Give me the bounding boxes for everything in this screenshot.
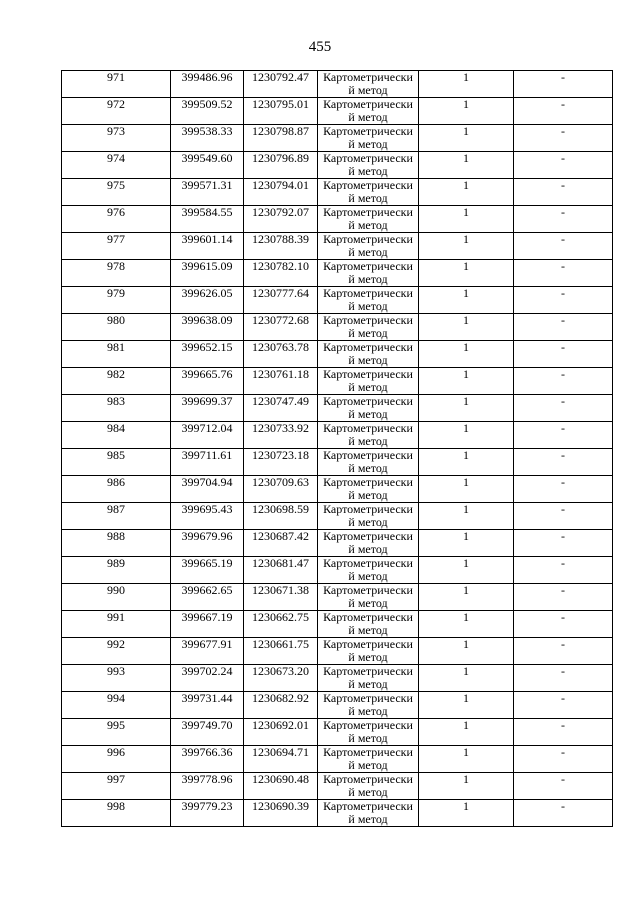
precision-cell: 1 xyxy=(419,800,514,827)
method-line-2: й метод xyxy=(348,569,388,583)
precision-cell: 1 xyxy=(419,719,514,746)
precision-cell: 1 xyxy=(419,314,514,341)
method-line-1: Картометрически xyxy=(323,124,413,138)
method-cell xyxy=(318,179,419,206)
precision-cell: 1 xyxy=(419,638,514,665)
precision-cell: 1 xyxy=(419,692,514,719)
method-line-1: Картометрически xyxy=(323,448,413,462)
x-coordinate-cell: 399695.43 xyxy=(171,503,244,530)
point-number-cell: 975 xyxy=(62,179,171,206)
point-number-cell: 993 xyxy=(62,665,171,692)
note-cell: - xyxy=(514,665,613,692)
precision-cell: 1 xyxy=(419,773,514,800)
y-coordinate-cell: 1230747.49 xyxy=(244,395,318,422)
note-cell: - xyxy=(514,71,613,98)
note-cell: - xyxy=(514,233,613,260)
method-line-1: Картометрически xyxy=(323,772,413,786)
method-line-2: й метод xyxy=(348,596,388,610)
point-number-cell: 973 xyxy=(62,125,171,152)
coordinates-table xyxy=(61,70,613,827)
y-coordinate-cell: 1230661.75 xyxy=(244,638,318,665)
y-coordinate-cell: 1230761.18 xyxy=(244,368,318,395)
table-body xyxy=(62,71,613,827)
method-line-1: Картометрически xyxy=(323,799,413,813)
precision-cell: 1 xyxy=(419,152,514,179)
note-cell: - xyxy=(514,800,613,827)
method-cell xyxy=(318,503,419,530)
table-row xyxy=(62,530,613,557)
method-cell xyxy=(318,557,419,584)
table-row xyxy=(62,395,613,422)
x-coordinate-cell: 399486.96 xyxy=(171,71,244,98)
y-coordinate-cell: 1230673.20 xyxy=(244,665,318,692)
x-coordinate-cell: 399652.15 xyxy=(171,341,244,368)
method-line-1: Картометрически xyxy=(323,394,413,408)
precision-cell: 1 xyxy=(419,341,514,368)
table-row xyxy=(62,422,613,449)
x-coordinate-cell: 399731.44 xyxy=(171,692,244,719)
x-coordinate-cell: 399679.96 xyxy=(171,530,244,557)
method-line-2: й метод xyxy=(348,326,388,340)
table-row xyxy=(62,233,613,260)
note-cell: - xyxy=(514,152,613,179)
method-line-1: Картометрически xyxy=(323,421,413,435)
point-number-cell: 980 xyxy=(62,314,171,341)
table-row xyxy=(62,152,613,179)
method-line-2: й метод xyxy=(348,515,388,529)
x-coordinate-cell: 399662.65 xyxy=(171,584,244,611)
point-number-cell: 989 xyxy=(62,557,171,584)
note-cell: - xyxy=(514,476,613,503)
method-line-1: Картометрически xyxy=(323,313,413,327)
method-cell xyxy=(318,287,419,314)
method-line-1: Картометрически xyxy=(323,70,413,84)
precision-cell: 1 xyxy=(419,557,514,584)
x-coordinate-cell: 399711.61 xyxy=(171,449,244,476)
method-cell xyxy=(318,206,419,233)
method-line-1: Картометрически xyxy=(323,205,413,219)
point-number-cell: 994 xyxy=(62,692,171,719)
method-cell xyxy=(318,422,419,449)
method-line-2: й метод xyxy=(348,677,388,691)
table-row xyxy=(62,746,613,773)
table-row xyxy=(62,584,613,611)
method-line-1: Картометрически xyxy=(323,367,413,381)
x-coordinate-cell: 399677.91 xyxy=(171,638,244,665)
y-coordinate-cell: 1230772.68 xyxy=(244,314,318,341)
method-cell xyxy=(318,449,419,476)
method-cell xyxy=(318,530,419,557)
precision-cell: 1 xyxy=(419,125,514,152)
table-row xyxy=(62,665,613,692)
precision-cell: 1 xyxy=(419,395,514,422)
method-cell xyxy=(318,125,419,152)
note-cell: - xyxy=(514,206,613,233)
method-line-1: Картометрически xyxy=(323,340,413,354)
x-coordinate-cell: 399778.96 xyxy=(171,773,244,800)
method-line-1: Картометрически xyxy=(323,286,413,300)
table-row xyxy=(62,692,613,719)
x-coordinate-cell: 399699.37 xyxy=(171,395,244,422)
table-row xyxy=(62,314,613,341)
precision-cell: 1 xyxy=(419,665,514,692)
method-cell xyxy=(318,233,419,260)
note-cell: - xyxy=(514,638,613,665)
table-row xyxy=(62,557,613,584)
x-coordinate-cell: 399549.60 xyxy=(171,152,244,179)
method-line-2: й метод xyxy=(348,380,388,394)
note-cell: - xyxy=(514,395,613,422)
table-row xyxy=(62,98,613,125)
method-cell xyxy=(318,341,419,368)
y-coordinate-cell: 1230792.07 xyxy=(244,206,318,233)
method-line-1: Картометрически xyxy=(323,610,413,624)
point-number-cell: 982 xyxy=(62,368,171,395)
method-line-2: й метод xyxy=(348,731,388,745)
y-coordinate-cell: 1230692.01 xyxy=(244,719,318,746)
point-number-cell: 988 xyxy=(62,530,171,557)
precision-cell: 1 xyxy=(419,530,514,557)
x-coordinate-cell: 399665.19 xyxy=(171,557,244,584)
y-coordinate-cell: 1230682.92 xyxy=(244,692,318,719)
table-row xyxy=(62,476,613,503)
table-row xyxy=(62,611,613,638)
table-row xyxy=(62,638,613,665)
method-line-2: й метод xyxy=(348,758,388,772)
precision-cell: 1 xyxy=(419,422,514,449)
x-coordinate-cell: 399571.31 xyxy=(171,179,244,206)
point-number-cell: 992 xyxy=(62,638,171,665)
precision-cell: 1 xyxy=(419,98,514,125)
point-number-cell: 981 xyxy=(62,341,171,368)
method-cell xyxy=(318,773,419,800)
note-cell: - xyxy=(514,719,613,746)
method-cell xyxy=(318,71,419,98)
note-cell: - xyxy=(514,260,613,287)
table-row xyxy=(62,206,613,233)
precision-cell: 1 xyxy=(419,746,514,773)
precision-cell: 1 xyxy=(419,260,514,287)
method-line-2: й метод xyxy=(348,137,388,151)
method-cell xyxy=(318,395,419,422)
method-line-2: й метод xyxy=(348,542,388,556)
precision-cell: 1 xyxy=(419,584,514,611)
y-coordinate-cell: 1230662.75 xyxy=(244,611,318,638)
note-cell: - xyxy=(514,125,613,152)
note-cell: - xyxy=(514,530,613,557)
y-coordinate-cell: 1230794.01 xyxy=(244,179,318,206)
y-coordinate-cell: 1230681.47 xyxy=(244,557,318,584)
method-line-2: й метод xyxy=(348,218,388,232)
point-number-cell: 996 xyxy=(62,746,171,773)
method-line-2: й метод xyxy=(348,272,388,286)
y-coordinate-cell: 1230788.39 xyxy=(244,233,318,260)
table-row xyxy=(62,503,613,530)
x-coordinate-cell: 399749.70 xyxy=(171,719,244,746)
note-cell: - xyxy=(514,368,613,395)
method-line-1: Картометрически xyxy=(323,259,413,273)
precision-cell: 1 xyxy=(419,71,514,98)
point-number-cell: 978 xyxy=(62,260,171,287)
point-number-cell: 997 xyxy=(62,773,171,800)
method-line-2: й метод xyxy=(348,488,388,502)
method-line-2: й метод xyxy=(348,110,388,124)
precision-cell: 1 xyxy=(419,449,514,476)
precision-cell: 1 xyxy=(419,287,514,314)
method-line-1: Картометрически xyxy=(323,232,413,246)
point-number-cell: 983 xyxy=(62,395,171,422)
point-number-cell: 998 xyxy=(62,800,171,827)
y-coordinate-cell: 1230763.78 xyxy=(244,341,318,368)
note-cell: - xyxy=(514,341,613,368)
method-line-2: й метод xyxy=(348,704,388,718)
table-row xyxy=(62,179,613,206)
method-cell xyxy=(318,584,419,611)
method-line-2: й метод xyxy=(348,434,388,448)
x-coordinate-cell: 399712.04 xyxy=(171,422,244,449)
note-cell: - xyxy=(514,179,613,206)
x-coordinate-cell: 399509.52 xyxy=(171,98,244,125)
method-line-1: Картометрически xyxy=(323,97,413,111)
x-coordinate-cell: 399626.05 xyxy=(171,287,244,314)
y-coordinate-cell: 1230687.42 xyxy=(244,530,318,557)
precision-cell: 1 xyxy=(419,476,514,503)
method-line-2: й метод xyxy=(348,785,388,799)
point-number-cell: 986 xyxy=(62,476,171,503)
y-coordinate-cell: 1230777.64 xyxy=(244,287,318,314)
y-coordinate-cell: 1230698.59 xyxy=(244,503,318,530)
method-cell xyxy=(318,476,419,503)
y-coordinate-cell: 1230798.87 xyxy=(244,125,318,152)
note-cell: - xyxy=(514,314,613,341)
x-coordinate-cell: 399538.33 xyxy=(171,125,244,152)
note-cell: - xyxy=(514,503,613,530)
point-number-cell: 976 xyxy=(62,206,171,233)
method-line-1: Картометрически xyxy=(323,583,413,597)
method-line-1: Картометрически xyxy=(323,637,413,651)
x-coordinate-cell: 399638.09 xyxy=(171,314,244,341)
table-row xyxy=(62,125,613,152)
point-number-cell: 991 xyxy=(62,611,171,638)
method-line-1: Картометрически xyxy=(323,718,413,732)
method-line-1: Картометрически xyxy=(323,178,413,192)
method-line-2: й метод xyxy=(348,650,388,664)
method-cell xyxy=(318,368,419,395)
y-coordinate-cell: 1230694.71 xyxy=(244,746,318,773)
method-cell xyxy=(318,611,419,638)
table-row xyxy=(62,800,613,827)
table-row xyxy=(62,287,613,314)
precision-cell: 1 xyxy=(419,368,514,395)
point-number-cell: 974 xyxy=(62,152,171,179)
note-cell: - xyxy=(514,692,613,719)
method-line-2: й метод xyxy=(348,623,388,637)
y-coordinate-cell: 1230723.18 xyxy=(244,449,318,476)
method-line-2: й метод xyxy=(348,83,388,97)
note-cell: - xyxy=(514,746,613,773)
method-line-1: Картометрически xyxy=(323,664,413,678)
x-coordinate-cell: 399665.76 xyxy=(171,368,244,395)
note-cell: - xyxy=(514,98,613,125)
point-number-cell: 972 xyxy=(62,98,171,125)
table-row xyxy=(62,260,613,287)
y-coordinate-cell: 1230782.10 xyxy=(244,260,318,287)
note-cell: - xyxy=(514,422,613,449)
point-number-cell: 987 xyxy=(62,503,171,530)
point-number-cell: 984 xyxy=(62,422,171,449)
table-row xyxy=(62,773,613,800)
note-cell: - xyxy=(514,557,613,584)
note-cell: - xyxy=(514,449,613,476)
page-number: 455 xyxy=(308,39,332,55)
method-line-2: й метод xyxy=(348,353,388,367)
method-line-2: й метод xyxy=(348,407,388,421)
note-cell: - xyxy=(514,584,613,611)
y-coordinate-cell: 1230792.47 xyxy=(244,71,318,98)
point-number-cell: 990 xyxy=(62,584,171,611)
method-line-1: Картометрически xyxy=(323,529,413,543)
method-line-1: Картометрически xyxy=(323,502,413,516)
table-row xyxy=(62,719,613,746)
method-cell xyxy=(318,98,419,125)
precision-cell: 1 xyxy=(419,503,514,530)
point-number-cell: 979 xyxy=(62,287,171,314)
method-cell xyxy=(318,665,419,692)
method-line-2: й метод xyxy=(348,461,388,475)
x-coordinate-cell: 399704.94 xyxy=(171,476,244,503)
table-row xyxy=(62,449,613,476)
precision-cell: 1 xyxy=(419,611,514,638)
table-row xyxy=(62,71,613,98)
x-coordinate-cell: 399779.23 xyxy=(171,800,244,827)
y-coordinate-cell: 1230733.92 xyxy=(244,422,318,449)
method-line-1: Картометрически xyxy=(323,151,413,165)
method-cell xyxy=(318,152,419,179)
method-line-1: Картометрически xyxy=(323,475,413,489)
y-coordinate-cell: 1230796.89 xyxy=(244,152,318,179)
note-cell: - xyxy=(514,611,613,638)
method-line-2: й метод xyxy=(348,191,388,205)
note-cell: - xyxy=(514,773,613,800)
precision-cell: 1 xyxy=(419,233,514,260)
y-coordinate-cell: 1230690.39 xyxy=(244,800,318,827)
method-cell xyxy=(318,260,419,287)
y-coordinate-cell: 1230795.01 xyxy=(244,98,318,125)
note-cell: - xyxy=(514,287,613,314)
method-line-2: й метод xyxy=(348,812,388,826)
y-coordinate-cell: 1230690.48 xyxy=(244,773,318,800)
method-line-1: Картометрически xyxy=(323,556,413,570)
y-coordinate-cell: 1230709.63 xyxy=(244,476,318,503)
table-row xyxy=(62,368,613,395)
x-coordinate-cell: 399702.24 xyxy=(171,665,244,692)
method-line-2: й метод xyxy=(348,245,388,259)
point-number-cell: 985 xyxy=(62,449,171,476)
method-cell xyxy=(318,314,419,341)
point-number-cell: 995 xyxy=(62,719,171,746)
method-cell xyxy=(318,746,419,773)
method-cell xyxy=(318,692,419,719)
method-line-1: Картометрически xyxy=(323,691,413,705)
x-coordinate-cell: 399667.19 xyxy=(171,611,244,638)
table-row xyxy=(62,341,613,368)
method-cell xyxy=(318,638,419,665)
method-line-2: й метод xyxy=(348,164,388,178)
precision-cell: 1 xyxy=(419,179,514,206)
x-coordinate-cell: 399584.55 xyxy=(171,206,244,233)
x-coordinate-cell: 399766.36 xyxy=(171,746,244,773)
precision-cell: 1 xyxy=(419,206,514,233)
x-coordinate-cell: 399615.09 xyxy=(171,260,244,287)
method-line-1: Картометрически xyxy=(323,745,413,759)
point-number-cell: 971 xyxy=(62,71,171,98)
x-coordinate-cell: 399601.14 xyxy=(171,233,244,260)
y-coordinate-cell: 1230671.38 xyxy=(244,584,318,611)
method-cell xyxy=(318,800,419,827)
method-line-2: й метод xyxy=(348,299,388,313)
point-number-cell: 977 xyxy=(62,233,171,260)
method-cell xyxy=(318,719,419,746)
